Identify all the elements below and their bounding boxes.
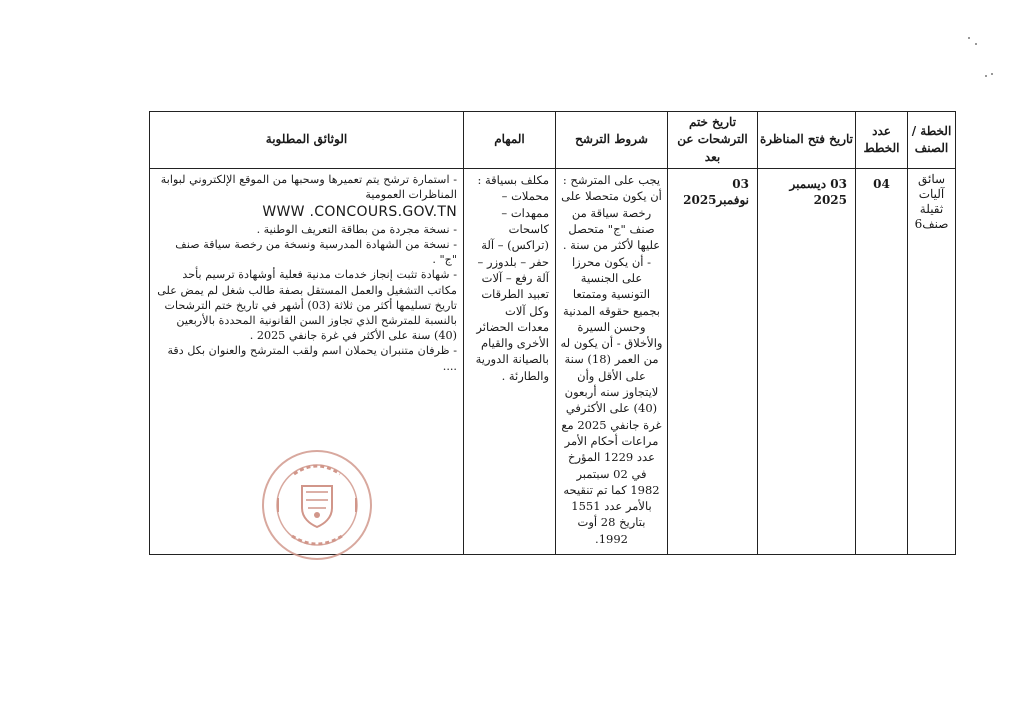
document-item: - ظرفان متنبران يحملان اسم ولقب المترشح والعنوان بكل دقة .... [167,344,457,373]
header-class: الخطة / الصنف [908,112,956,169]
header-conditions: شروط الترشح [556,112,668,169]
scan-speck [968,37,970,39]
concours-url: WWW .CONCOURS.GOV.TN [262,203,457,220]
header-count: عدد الخطط [856,112,908,169]
count-value: 04 [873,177,890,192]
header-row [150,112,956,169]
scan-speck [975,43,977,45]
header-tasks: المهام [464,112,556,169]
class-text: سائق آليات ثقيلة صنف6 [914,172,949,232]
cell-conditions [556,169,668,555]
document-item: - نسخة مجردة من بطاقة التعريف الوطنية . [256,222,457,236]
scan-speck [985,75,987,77]
header-close-date: تاريخ ختم الترشحات عن بعد [668,112,758,169]
stamp-seal-icon [264,452,370,558]
header-documents: الوثائق المطلوبة [150,112,464,169]
scan-speck [991,73,993,75]
document-item: - استمارة ترشح يتم تعميرها وسحبها من الموقع الإلكتروني لبوابة المناظرات العمومية [160,173,457,202]
tasks-text: مكلف بسياقة : محملات – ممهدات – كاسحات (تراكس) – آلة حفر – بلدوزر – آلة رفع – آلات تعبيد الطرقات وكل آلات معدات الحضائر الأخرى والقيام بالصيانة الدورية والطارئة . [475,173,549,383]
open-date-value: 03 ديسمبر 2025 [789,177,847,208]
official-stamp [262,450,372,560]
conditions-text: يجب على المترشح : أن يكون متحصلا على رخصة سياقة من صنف "ج" متحصل عليها لأكثر من سنة . - أن يكون محرزا على الجنسية التونسية ومتمتعا بجميع حقوقه المدنية وحسن السيرة والأخلاق - أن يكون له من العمر (18) سنة على الأقل وأن لايتجاوز سنه أربعون (40) على الأكثرفي غرة جانفي 2025 مع مراعات أحكام الأمر عدد 1229 المؤرخ في 02 سبتمبر 1982 كما تم تنقيحه بالأمر عدد 1551 بتاريخ 28 أوت 1992. [560,173,663,546]
documents-list [150,169,463,377]
document-item: - نسخة من الشهادة المدرسية ونسخة من رخصة سياقة صنف "ج" . [175,237,457,267]
cell-open-date [758,169,856,555]
close-date-value: 03 نوفمبر2025 [683,177,749,208]
cell-class [908,169,956,555]
document-item: - شهادة تثبت إنجاز خدمات مدنية فعلية أوشهادة ترسيم بأحد مكاتب التشغيل والعمل المستقل بصفة طالب شغل لم يمض على تاريخ تسليمها أكثر من ثلاثة (03) أشهر في تاريخ ختم الترشحات بالنسبة للمترشح الذي تجاوز السن القانونية المحددة بالأربعين (40) سنة على الأكثر في غرة جانفي 2025 . [157,268,457,343]
header-open-date: تاريخ فتح المناظرة [758,112,856,169]
cell-count [856,169,908,555]
cell-tasks [464,169,556,555]
cell-close-date [668,169,758,555]
